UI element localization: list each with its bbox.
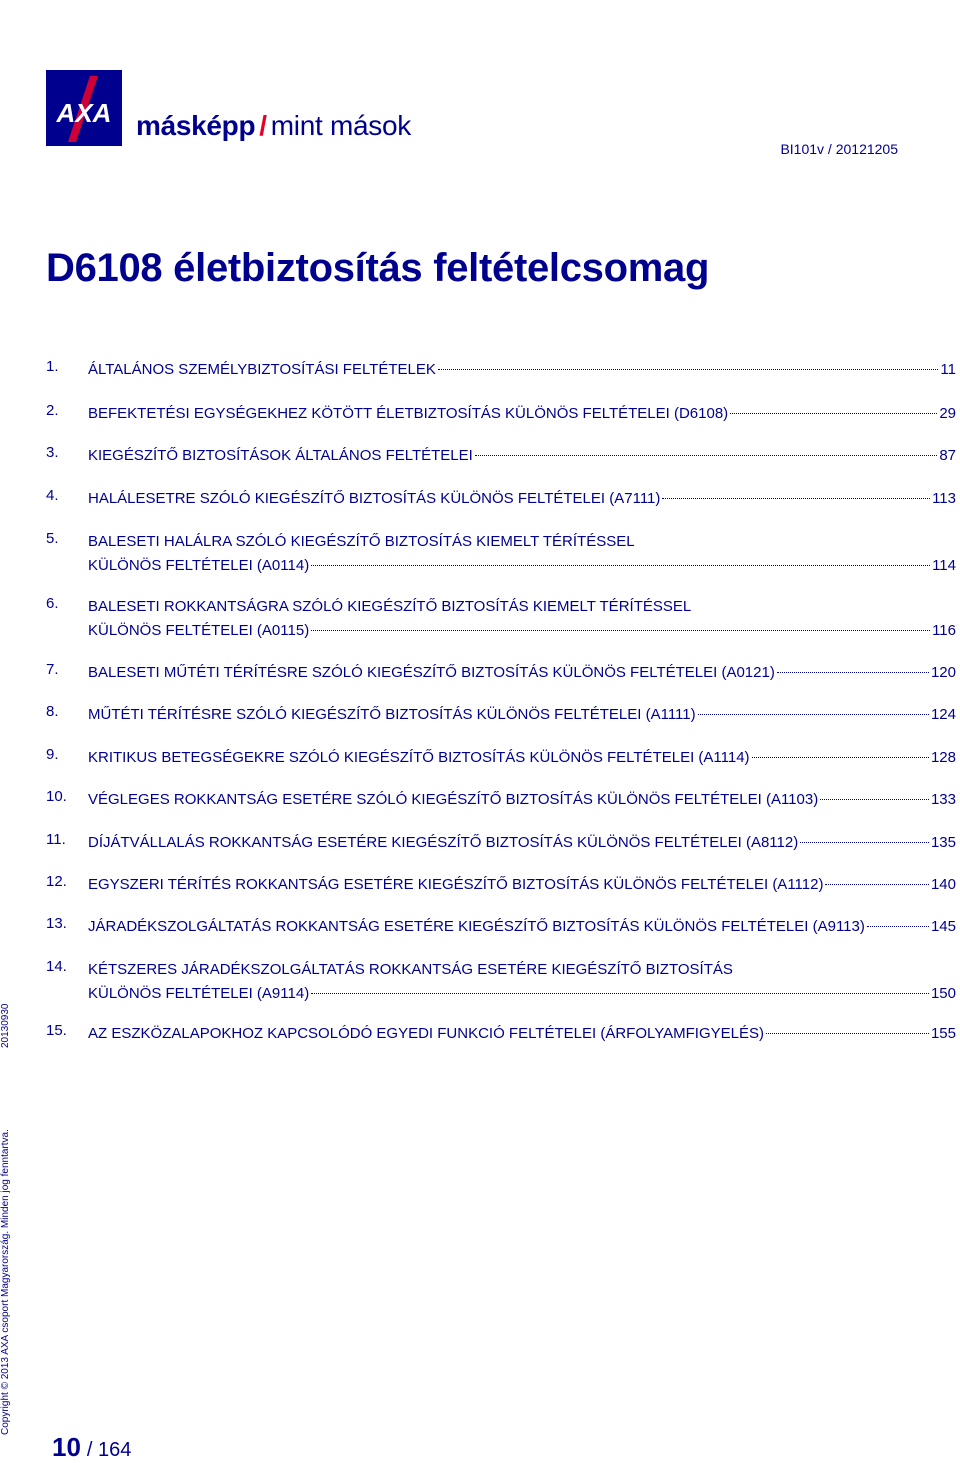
toc-item-number: 1. <box>46 358 59 375</box>
toc-item-title: AZ ESZKÖZALAPOKHOZ KAPCSOLÓDÓ EGYEDI FUNKCIÓ FELTÉTELEI (ÁRFOLYAMFIGYELÉS) <box>88 1025 764 1042</box>
toc-item-number: 4. <box>46 487 59 504</box>
toc-item-number: 5. <box>46 530 59 547</box>
toc-item-page: 29 <box>939 405 956 422</box>
toc-leader-dots <box>820 799 929 800</box>
toc-leader-dots <box>867 926 929 927</box>
toc-item-number: 6. <box>46 595 59 612</box>
toc-item-page: 87 <box>939 447 956 464</box>
toc-item-title: EGYSZERI TÉRÍTÉS ROKKANTSÁG ESETÉRE KIEGÉSZÍTŐ BIZTOSÍTÁS KÜLÖNÖS FELTÉTELEI (A1112) <box>88 876 824 893</box>
toc-item-page: 120 <box>930 664 956 681</box>
page-number-current: 10 <box>52 1432 81 1462</box>
toc-item-number: 13. <box>46 915 67 932</box>
toc-leader-dots <box>825 884 929 885</box>
toc-item-number: 14. <box>46 958 67 975</box>
toc-item-page: 140 <box>930 876 956 893</box>
toc-item-page: 128 <box>930 749 956 766</box>
toc-leader-dots <box>698 714 929 715</box>
toc-item-title: VÉGLEGES ROKKANTSÁG ESETÉRE SZÓLÓ KIEGÉSZÍTŐ BIZTOSÍTÁS KÜLÖNÖS FELTÉTELEI (A1103) <box>88 791 819 808</box>
print-date: 20130930 <box>0 1003 11 1048</box>
toc-item-title: KRITIKUS BETEGSÉGEKRE SZÓLÓ KIEGÉSZÍTŐ BIZTOSÍTÁS KÜLÖNÖS FELTÉTELEI (A1114) <box>88 749 750 766</box>
toc-item-number: 3. <box>46 444 59 461</box>
toc-item-title: KÜLÖNÖS FELTÉTELEI (A0115) <box>88 622 310 639</box>
toc-leader-dots <box>311 630 930 631</box>
toc-item-title: DÍJÁTVÁLLALÁS ROKKANTSÁG ESETÉRE KIEGÉSZÍTŐ BIZTOSÍTÁS KÜLÖNÖS FELTÉTELEI (A8112) <box>88 834 799 851</box>
toc-item-page: 135 <box>930 834 956 851</box>
toc-item-title-line1: BALESETI HALÁLRA SZÓLÓ KIEGÉSZÍTŐ BIZTOSÍTÁS KIEMELT TÉRÍTÉSSEL <box>88 533 635 550</box>
toc-leader-dots <box>475 455 937 456</box>
copyright-notice: Copyright © 2013 AXA csoport Magyarország. Minden jog fenntartva. <box>0 1129 11 1435</box>
toc-item-number: 7. <box>46 661 59 678</box>
toc-item-title: ÁLTALÁNOS SZEMÉLYBIZTOSÍTÁSI FELTÉTELEK <box>88 361 436 378</box>
toc-item-title: KÜLÖNÖS FELTÉTELEI (A9114) <box>88 985 310 1002</box>
toc-item-page: 116 <box>932 622 956 639</box>
toc-item-title-line1: BALESETI ROKKANTSÁGRA SZÓLÓ KIEGÉSZÍTŐ BIZTOSÍTÁS KIEMELT TÉRÍTÉSSEL <box>88 598 692 615</box>
toc-leader-dots <box>766 1033 929 1034</box>
toc-leader-dots <box>800 842 929 843</box>
toc-item-number: 11. <box>46 831 66 848</box>
toc-leader-dots <box>662 498 930 499</box>
toc-item-page: 150 <box>930 985 956 1002</box>
toc-item-page: 124 <box>930 706 956 723</box>
toc-item-title: MŰTÉTI TÉRÍTÉSRE SZÓLÓ KIEGÉSZÍTŐ BIZTOSÍTÁS KÜLÖNÖS FELTÉTELEI (A1111) <box>88 706 696 723</box>
toc-item-title: JÁRADÉKSZOLGÁLTATÁS ROKKANTSÁG ESETÉRE KIEGÉSZÍTŐ BIZTOSÍTÁS KÜLÖNÖS FELTÉTELEI (A9113) <box>88 918 865 935</box>
tagline-rest: mint mások <box>270 110 411 141</box>
toc-item-title-line1: KÉTSZERES JÁRADÉKSZOLGÁLTATÁS ROKKANTSÁG ESETÉRE KIEGÉSZÍTŐ BIZTOSÍTÁS <box>88 961 733 978</box>
toc-item-page: 155 <box>930 1025 956 1042</box>
toc-leader-dots <box>311 993 929 994</box>
toc-leader-dots <box>752 757 929 758</box>
toc-item-number: 10. <box>46 788 67 805</box>
toc-item-page: 145 <box>930 918 956 935</box>
toc-item-page: 133 <box>930 791 956 808</box>
tagline-slash: / <box>259 110 267 141</box>
toc-item-title: BALESETI MŰTÉTI TÉRÍTÉSRE SZÓLÓ KIEGÉSZÍTŐ BIZTOSÍTÁS KÜLÖNÖS FELTÉTELEI (A0121) <box>88 664 775 681</box>
toc-item-number: 2. <box>46 402 59 419</box>
toc-leader-dots <box>438 369 939 370</box>
page-title: D6108 életbiztosítás feltételcsomag <box>46 246 710 290</box>
svg-text:AXA: AXA <box>56 98 112 128</box>
toc-item-number: 15. <box>46 1022 67 1039</box>
toc-item-number: 12. <box>46 873 67 890</box>
toc-item-number: 8. <box>46 703 59 720</box>
page-number <box>52 1432 131 1463</box>
toc-item-page: 114 <box>932 557 956 574</box>
table-of-contents <box>46 0 956 1463</box>
toc-item-title: KIEGÉSZÍTŐ BIZTOSÍTÁSOK ÁLTALÁNOS FELTÉTELEI <box>88 447 473 464</box>
toc-item-title: HALÁLESETRE SZÓLÓ KIEGÉSZÍTŐ BIZTOSÍTÁS KÜLÖNÖS FELTÉTELEI (A7111) <box>88 490 661 507</box>
document-code: BI101v / 20121205 <box>780 141 898 157</box>
toc-item-title: BEFEKTETÉSI EGYSÉGEKHEZ KÖTÖTT ÉLETBIZTOSÍTÁS KÜLÖNÖS FELTÉTELEI (D6108) <box>88 405 729 422</box>
tagline-bold: másképp <box>136 110 256 141</box>
toc-item-page: 11 <box>940 361 956 378</box>
page-number-total: / 164 <box>86 1439 132 1461</box>
toc-leader-dots <box>311 565 930 566</box>
toc-item-title: KÜLÖNÖS FELTÉTELEI (A0114) <box>88 557 310 574</box>
toc-item-page: 113 <box>932 490 956 507</box>
toc-leader-dots <box>730 413 937 414</box>
toc-item-number: 9. <box>46 746 59 763</box>
toc-leader-dots <box>777 672 929 673</box>
